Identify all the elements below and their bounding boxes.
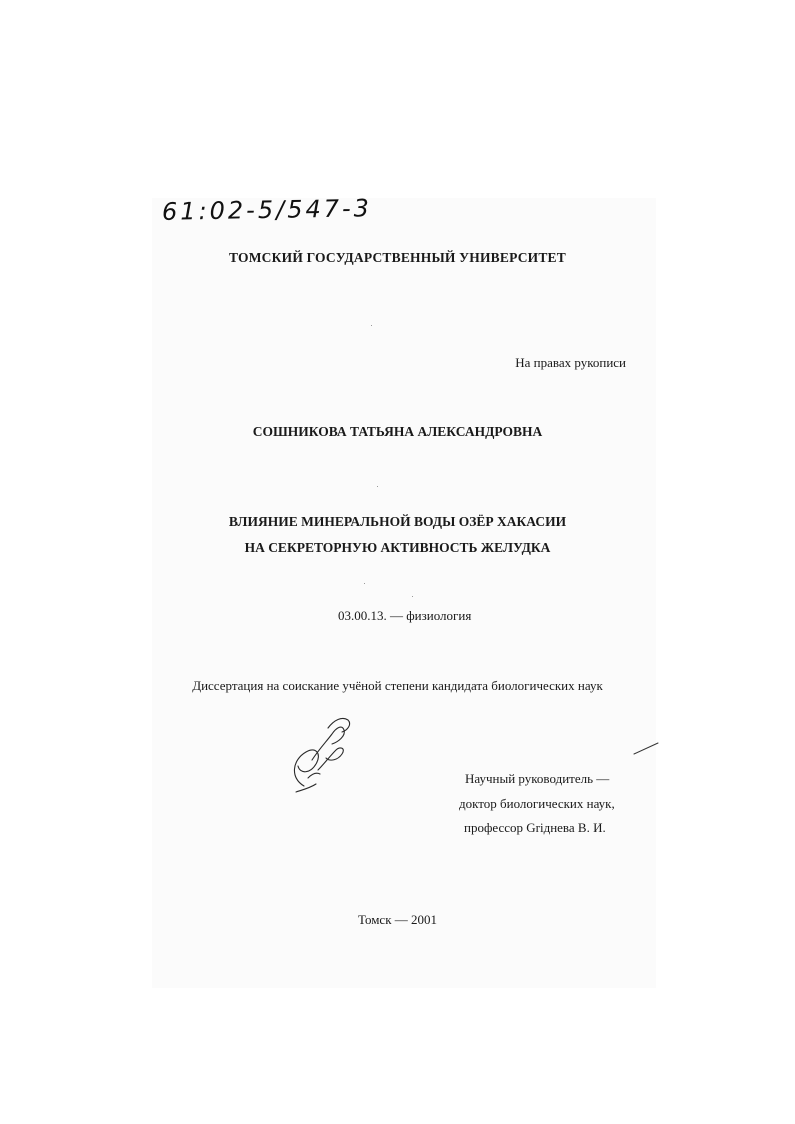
handwritten-archive-code: 61:02-5/547-3: [161, 194, 373, 226]
pen-stroke-icon: [632, 740, 660, 756]
dissertation-title-line-2: НА СЕКРЕТОРНУЮ АКТИВНОСТЬ ЖЕЛУДКА: [244, 540, 551, 555]
scanned-sheet-area: [152, 198, 656, 988]
university-name: ТОМСКИЙ ГОСУДАРСТВЕННЫЙ УНИВЕРСИТЕТ: [229, 250, 566, 265]
advisor-name: профессор Griднева В. И.: [464, 820, 606, 835]
scan-speck: [412, 596, 413, 597]
author-name: СОШНИКОВА ТАТЬЯНА АЛЕКСАНДРОВНА: [252, 424, 543, 439]
scan-speck: [364, 583, 365, 584]
scan-speck: [371, 325, 372, 326]
advisor-degree: доктор биологических наук,: [459, 796, 615, 811]
advisor-role: Научный руководитель —: [465, 771, 610, 786]
city-and-year: Томск — 2001: [357, 912, 438, 927]
dissertation-degree-note: Диссертация на соискание учёной степени кандидата биологических наук: [192, 678, 603, 693]
scan-speck: [377, 486, 378, 487]
handwritten-stamp-icon: [282, 708, 362, 798]
dissertation-title-line-1: ВЛИЯНИЕ МИНЕРАЛЬНОЙ ВОДЫ ОЗЁР ХАКАСИИ: [228, 514, 567, 529]
manuscript-rights-note: На правах рукописи: [515, 355, 626, 370]
specialty-code: 03.00.13. — физиология: [338, 608, 472, 623]
